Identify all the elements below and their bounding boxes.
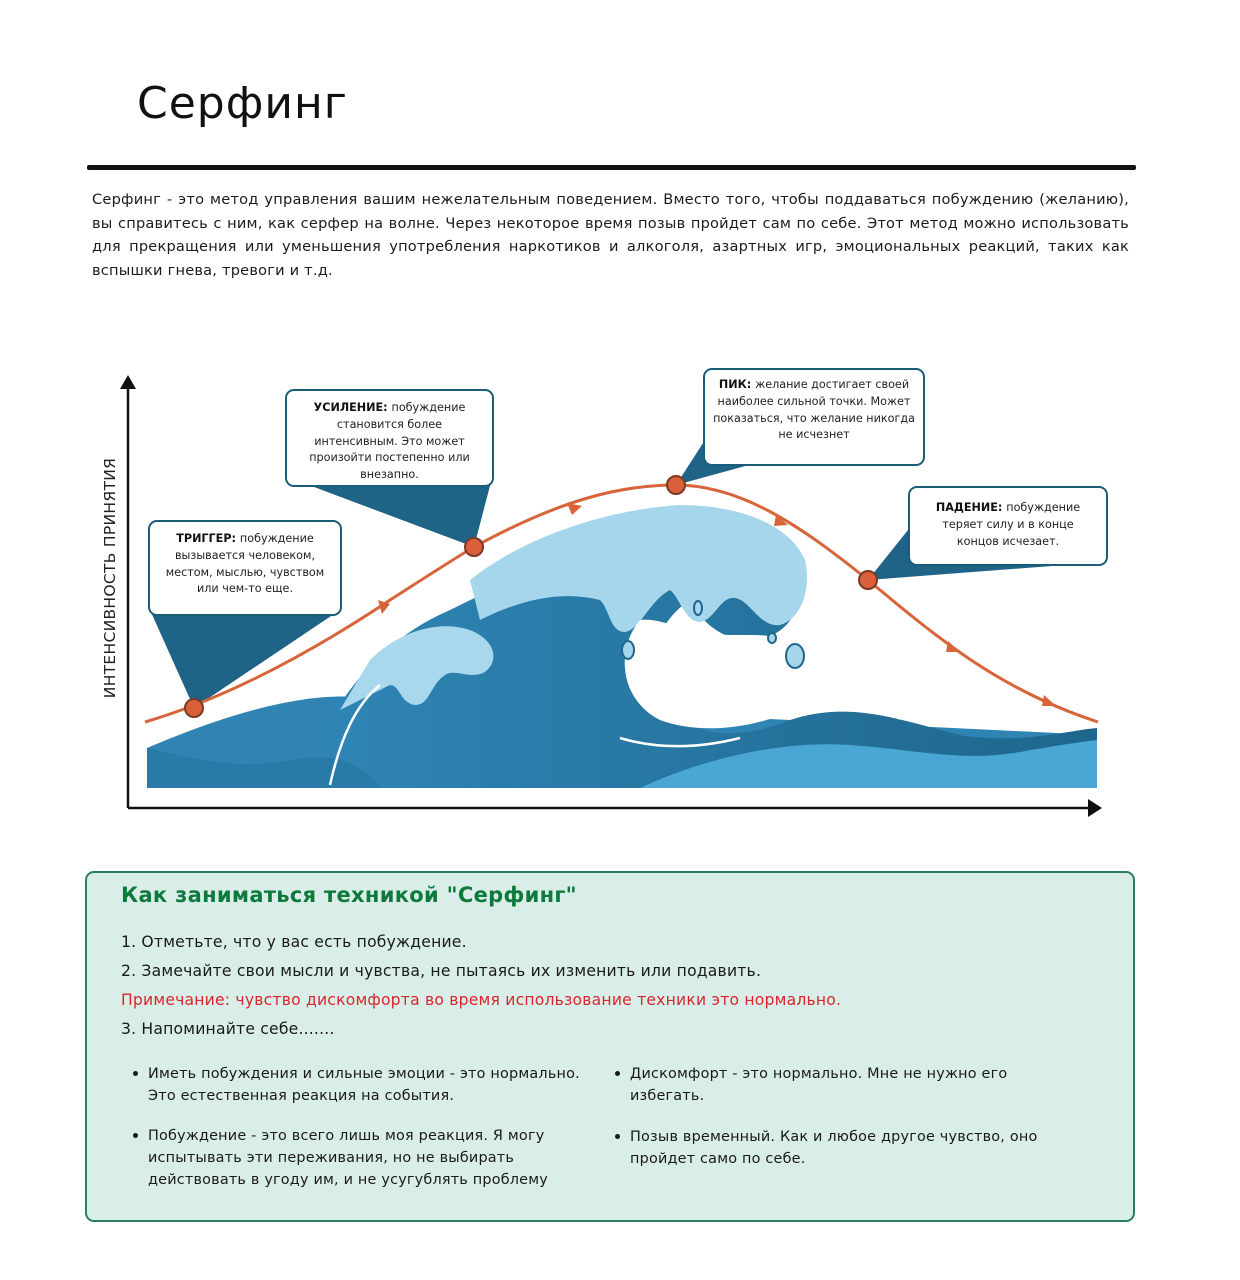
build-marker [465, 538, 483, 556]
curve-arrow-icon [567, 503, 582, 515]
trigger-marker [185, 699, 203, 717]
reminder-item [148, 1125, 578, 1191]
bullet-icon [133, 1071, 138, 1076]
intro-paragraph: Серфинг - это метод управления вашим нежелательным поведением. Вместо того, чтобы поддаваться побуждению (желанию), вы справитесь с ним, как серфер на волне. Через некоторое время позыв пройдет сам по себе. Этот метод можно использовать для прекращения или уменьшения употребления наркотиков и алкоголя, азартных игр, эмоциональных реакций, таких как вспышки гнева, тревоги и т.д. [92, 191, 1129, 279]
callout-decline [908, 486, 1108, 566]
callout-decline-text: побуждение теряет силу и в конце концов исчезает. [942, 501, 1081, 548]
callout-peak-title: ПИК: [718, 378, 756, 391]
x-axis-arrow-icon [1088, 799, 1102, 817]
note-text: Примечание: чувство дискомфорта во время использование техники это нормально. [121, 991, 842, 1009]
bullet-icon [615, 1134, 620, 1139]
reminder-item [148, 1063, 608, 1107]
page-title: Серфинг [137, 78, 348, 129]
y-axis-label: ИНТЕНСИВНОСТЬ ПРИНЯТИЯ [101, 457, 119, 699]
y-axis-arrow-icon [120, 375, 136, 389]
reminder-item [630, 1126, 1055, 1170]
callout-trigger-text: побуждение вызывается человеком, местом, мыслью, чувством или чем-то еще. [165, 532, 325, 596]
trigger-pointer [150, 610, 340, 708]
reminder-text: Позыв временный. Как и любое другое чувство, оно пройдет само по себе. [630, 1129, 1038, 1167]
curve-arrow-icon [946, 641, 960, 652]
callout-build-title: УСИЛЕНИЕ: [313, 401, 392, 414]
curve-arrow-icon [1042, 695, 1056, 706]
step-2: 2. Замечайте свои мысли и чувства, не пытаясь их изменить или подавить. [121, 962, 762, 980]
callout-decline-title: ПАДЕНИЕ: [935, 501, 1007, 514]
bullet-icon [133, 1133, 138, 1138]
callout-peak [703, 368, 925, 466]
droplet [622, 641, 634, 659]
reminder-text: Иметь побуждения и сильные эмоции - это нормально. Это естественная реакция на события. [148, 1066, 580, 1104]
callout-trigger [148, 520, 342, 616]
peak-marker [667, 476, 685, 494]
callout-build-text: побуждение становится более интенсивным. Это может произойти постепенно или внезапно. [309, 401, 470, 482]
step-1: 1. Отметьте, что у вас есть побуждение. [121, 933, 467, 951]
callout-trigger-title: ТРИГГЕР: [176, 532, 240, 545]
callout-peak-text: желание достигает своей наиболее сильной точки. Может показаться, что желание никогда не исчезнет [713, 378, 915, 442]
droplet [694, 601, 702, 615]
reminder-text: Дискомфорт - это нормально. Мне не нужно его избегать. [630, 1066, 1008, 1104]
droplet [786, 644, 804, 668]
wave-curl [625, 620, 900, 729]
bullet-icon [615, 1071, 620, 1076]
how-to-title: Как заниматься техникой "Серфинг" [121, 883, 577, 907]
callout-build [285, 389, 494, 487]
reminder-item [630, 1063, 1050, 1107]
step-3: 3. Напоминайте себе....... [121, 1020, 335, 1038]
how-to-panel [85, 871, 1135, 1222]
droplet [768, 633, 776, 643]
decline-marker [859, 571, 877, 589]
reminder-text: Побуждение - это всего лишь моя реакция. Я могу испытывать эти переживания, но не выбирать действовать в угоду им, и не усугублять проблему [148, 1128, 549, 1188]
